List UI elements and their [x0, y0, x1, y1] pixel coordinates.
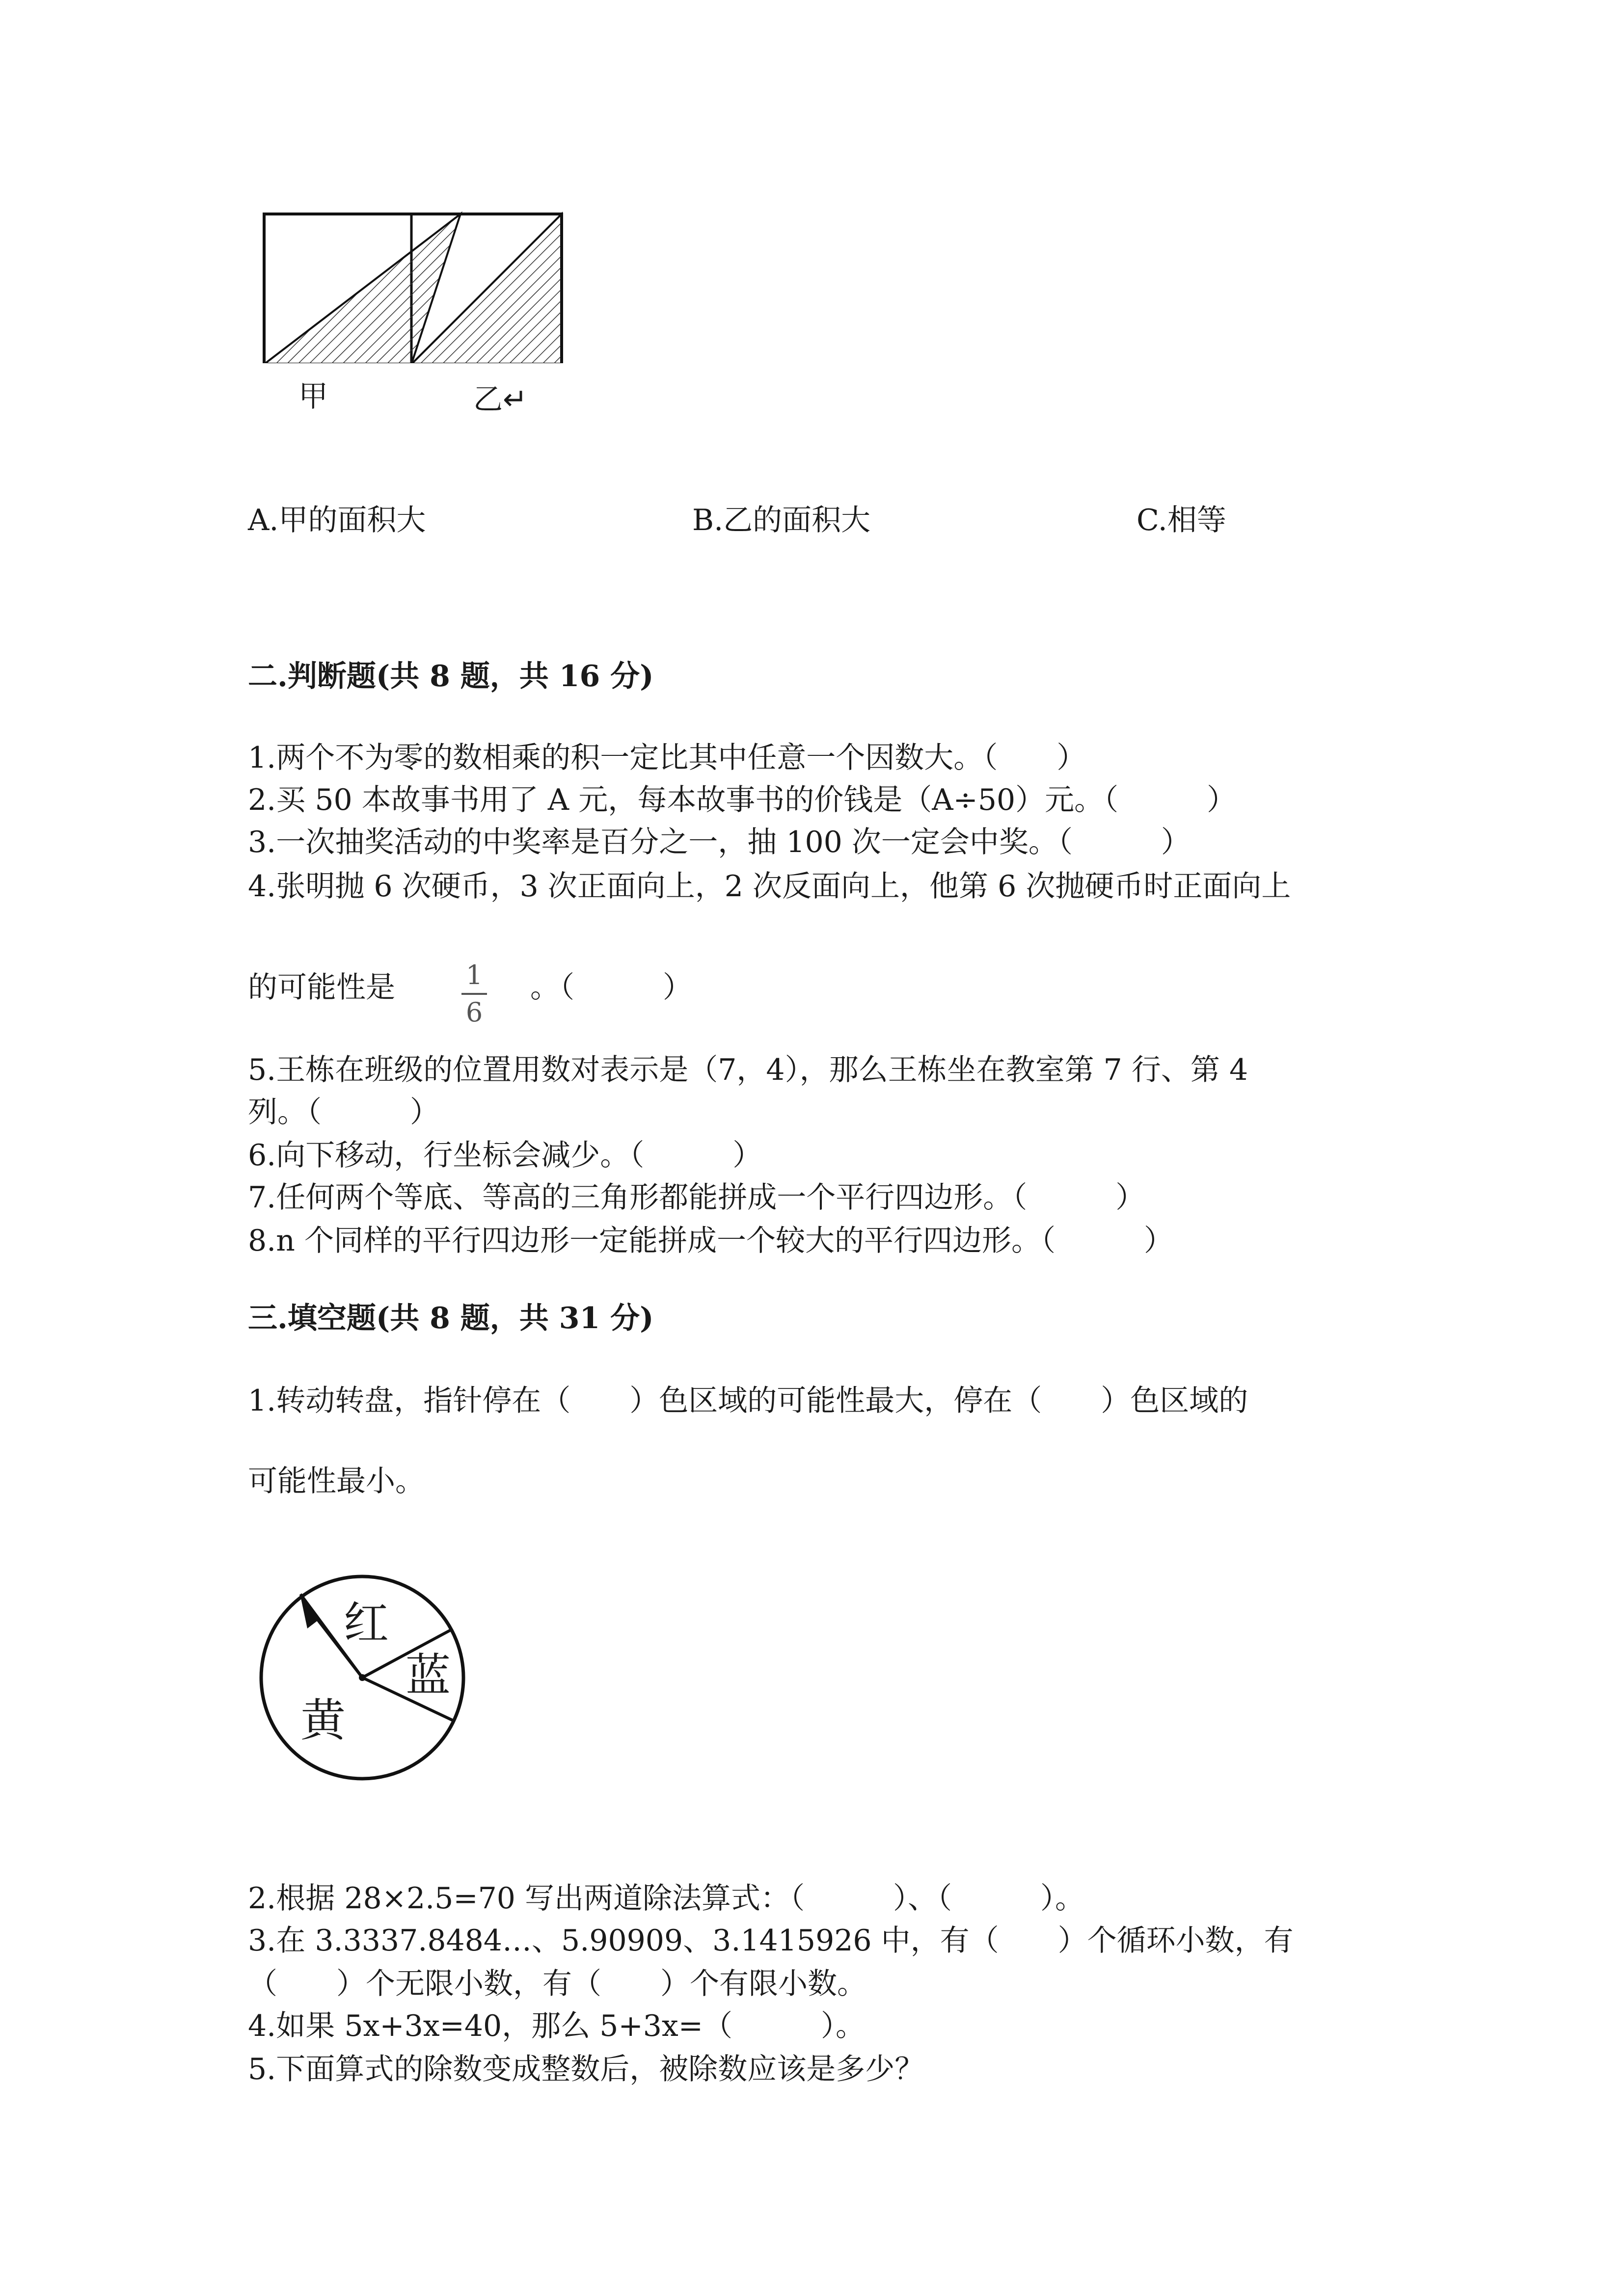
judge-q4-line2-tail: 。（ ）: [530, 970, 692, 1005]
figure-label-yi: 乙↵: [473, 382, 528, 417]
figure-label-jia: 甲: [298, 379, 328, 414]
fill-q1-line2: 可能性最小。: [248, 1464, 425, 1498]
fill-q5: 5.下面算式的除数变成整数后，被除数应该是多少？: [248, 2052, 924, 2086]
judge-q2: 2.买 50 本故事书用了 A 元，每本故事书的价钱是（A÷50）元。（ ）: [248, 783, 1237, 817]
section-2-title: 二.判断题(共 8 题，共 16 分): [248, 659, 654, 694]
option-c: C.相等: [1137, 503, 1226, 537]
fill-q1-line1: 1.转动转盘，指针停在（ ）色区域的可能性最大，停在（ ）色区域的: [248, 1384, 1248, 1418]
option-a: A.甲的面积大: [248, 503, 426, 537]
spinner-pointer-arrowhead: [300, 1596, 320, 1629]
spinner-center-dot: [359, 1674, 366, 1681]
fraction-numerator: 1: [465, 960, 483, 990]
spinner-label-blue: 蓝: [406, 1649, 451, 1702]
fraction-denominator: 6: [465, 997, 483, 1028]
fraction-bar: [461, 993, 487, 995]
spinner-label-red: 红: [344, 1597, 389, 1650]
judge-q5-line1: 5.王栋在班级的位置用数对表示是（7，4），那么王栋坐在教室第 7 行、第 4: [248, 1053, 1248, 1087]
fill-q4: 4.如果 5x+3x=40，那么 5+3x=（ ）。: [248, 2009, 866, 2043]
judge-q3: 3.一次抽奖活动的中奖率是百分之一，抽 100 次一定会中奖。（ ）: [248, 825, 1191, 859]
spinner-label-yellow: 黄: [300, 1694, 346, 1747]
fill-q3-line1: 3.在 3.3337.8484…、5.90909、3.1415926 中，有（ ）个循环小数，有: [248, 1923, 1294, 1958]
judge-q5-line2: 列。（ ）: [248, 1095, 439, 1129]
judge-q4-line1: 4.张明抛 6 次硬币，3 次正面向上，2 次反面向上，他第 6 次抛硬币时正面向上: [248, 869, 1291, 904]
area-comparison-figure: [255, 206, 569, 363]
judge-q7: 7.任何两个等底、等高的三角形都能拼成一个平行四边形。（ ）: [248, 1180, 1145, 1215]
judge-q1: 1.两个不为零的数相乘的积一定比其中任意一个因数大。（ ）: [248, 741, 1086, 775]
judge-q4-line2: 的可能性是: [248, 970, 395, 1005]
fraction-one-sixth: [460, 960, 489, 1028]
fill-q2: 2.根据 28×2.5=70 写出两道除法算式：（ ）、（ ）。: [248, 1881, 1085, 1916]
judge-q6: 6.向下移动，行坐标会减少。（ ）: [248, 1138, 762, 1173]
section-3-title: 三.填空题(共 8 题，共 31 分): [248, 1301, 654, 1335]
fill-q3-line2: （ ）个无限小数，有（ ）个有限小数。: [248, 1967, 866, 2001]
judge-q8: 8.n 个同样的平行四边形一定能拼成一个较大的平行四边形。（ ）: [248, 1224, 1173, 1258]
option-b: B.乙的面积大: [692, 503, 871, 537]
